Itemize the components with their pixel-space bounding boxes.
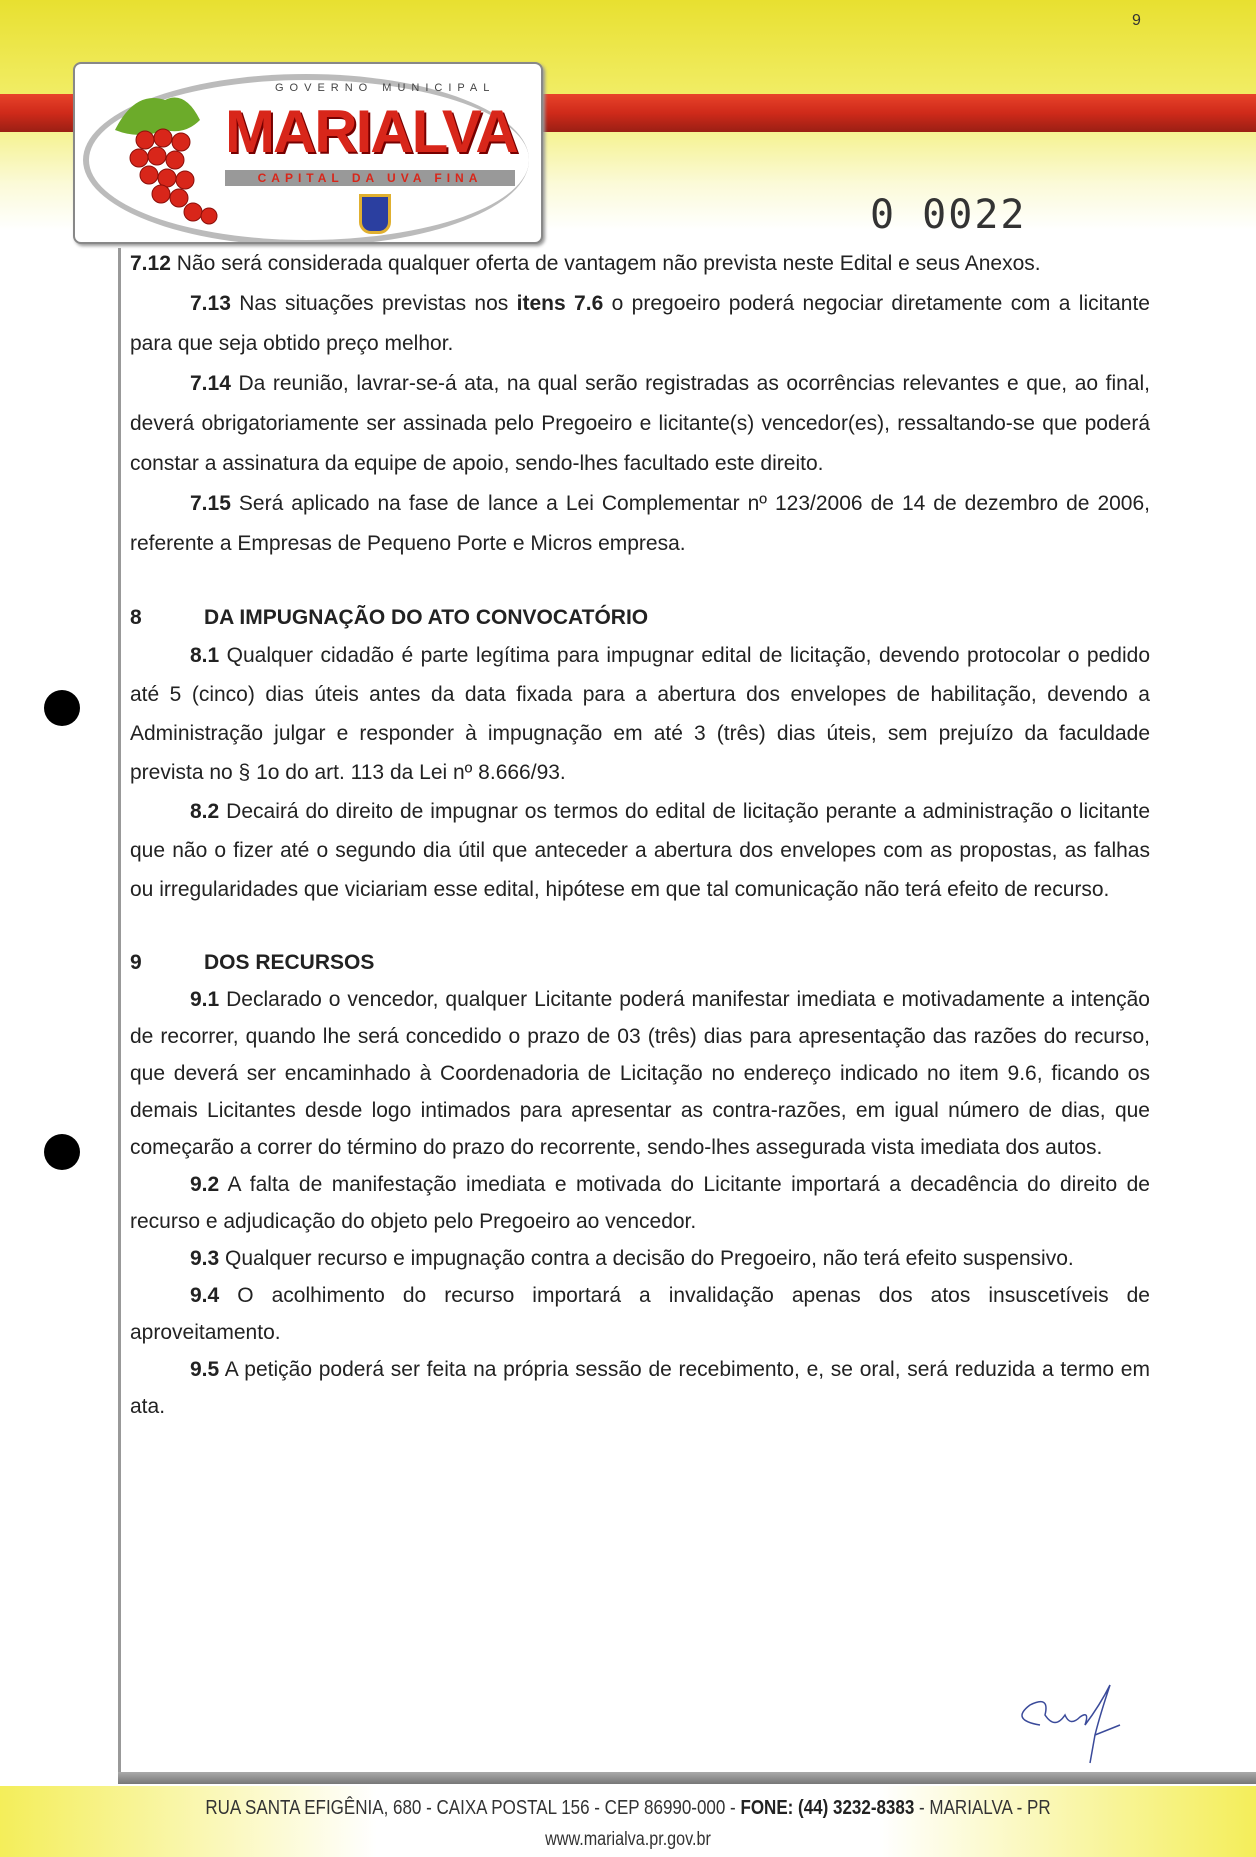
handwritten-signature [1000, 1665, 1140, 1765]
document-body [130, 244, 1150, 1425]
section-8-heading: 8 DA IMPUGNAÇÃO DO ATO CONVOCATÓRIO [130, 606, 649, 629]
logo-tagline: CAPITAL DA UVA FINA [225, 170, 515, 186]
coat-of-arms-icon [359, 194, 391, 234]
paragraph-8-2: 8.2 Decairá do direito de impugnar os termos do edital de licitação perante a administração o licitante que não o fizer até o segundo dia útil que anteceder a abertura dos envelopes com as propostas, as falhas ou irregularidades que viciariam esse edital, hipótese em que tal comunicação não terá efeito de recurso. [130, 800, 1151, 901]
section-8-paragraphs [130, 636, 1150, 909]
paragraph-7-12: 7.12 Não será considerada qualquer oferta de vantagem não prevista neste Edital e seus Anexos. [130, 252, 1041, 275]
punch-hole-icon [44, 1134, 80, 1170]
logo-top-text: GOVERNO MUNICIPAL [275, 82, 496, 94]
logo-name: MARIALVA [225, 98, 517, 165]
paragraph-7-13: 7.13 Nas situações previstas nos itens 7.6 o pregoeiro poderá negociar diretamente com a licitante para que seja obtido preço melhor. [130, 292, 1150, 355]
paragraph-9-3: 9.3 Qualquer recurso e impugnação contra a decisão do Pregoeiro, não terá efeito suspensivo. [190, 1247, 1074, 1270]
punch-hole-icon [44, 690, 80, 726]
paragraph-7-14: 7.14 Da reunião, lavrar-se-á ata, na qual serão registradas as ocorrências relevantes e que, ao final, deverá obrigatoriamente ser assinada pelo Pregoeiro e licitante(s) vencedor(es), ressaltando-se que poderá constar a assinatura da equipe de apoio, sendo-lhes facultado este direito. [130, 372, 1150, 475]
section-7-paragraphs [130, 244, 1150, 564]
marialva-logo [73, 62, 543, 244]
paragraph-9-1: 9.1 Declarado o vencedor, qualquer Licitante poderá manifestar imediata e motivadamente a intenção de recorrer, quando lhe será concedido o prazo de 03 (três) dias para apresentação das razões do recurso, que deverá ser encaminhado à Coordenadoria de Licitação no endereço indicado no item 9.6, ficando os demais Licitantes desde logo intimados para apresentar as contra-razões, em igual número de dias, que começarão a correr do término do prazo do recorrente, sendo-lhes assegurada vista imediata dos autos. [130, 988, 1150, 1159]
footer-website[interactable]: www.marialva.pr.gov.br [545, 1829, 711, 1850]
paragraph-7-15: 7.15 Será aplicado na fase de lance a Lei Complementar nº 123/2006 de 14 de dezembro de 2006, referente a Empresas de Pequeno Porte e Micros empresa. [130, 492, 1150, 555]
page-stamp: 0 0022 [870, 192, 1027, 238]
grapes-icon [105, 90, 225, 230]
section-9-heading: 9 DOS RECURSOS [130, 951, 375, 974]
paragraph-9-4: 9.4 O acolhimento do recurso importará a invalidação apenas dos atos insuscetíveis de aproveitamento. [130, 1284, 1150, 1344]
left-border [118, 248, 121, 1780]
bottom-border [118, 1772, 1256, 1784]
paragraph-9-2: 9.2 A falta de manifestação imediata e motivada do Licitante importará a decadência do direito de recurso e adjudicação do objeto pelo Pregoeiro ao vencedor. [130, 1173, 1150, 1233]
paragraph-9-5: 9.5 A petição poderá ser feita na própria sessão de recebimento, e, se oral, será reduzida a termo em ata. [130, 1358, 1150, 1418]
paragraph-8-1: 8.1 Qualquer cidadão é parte legítima para impugnar edital de licitação, devendo protocolar o pedido até 5 (cinco) dias úteis antes da data fixada para a abertura dos envelopes de habilitação, devendo a Administração julgar e responder à impugnação em até 3 (três) dias úteis, sem prejuízo da faculdade prevista no § 1o do art. 113 da Lei nº 8.666/93. [130, 644, 1150, 784]
page-number: 9 [1132, 12, 1141, 29]
footer-address: RUA SANTA EFIGÊNIA, 680 - CAIXA POSTAL 156 - CEP 86990-000 - FONE: (44) 3232-8383 - MARIALVA - PR [205, 1797, 1051, 1819]
section-9-paragraphs [130, 981, 1150, 1425]
